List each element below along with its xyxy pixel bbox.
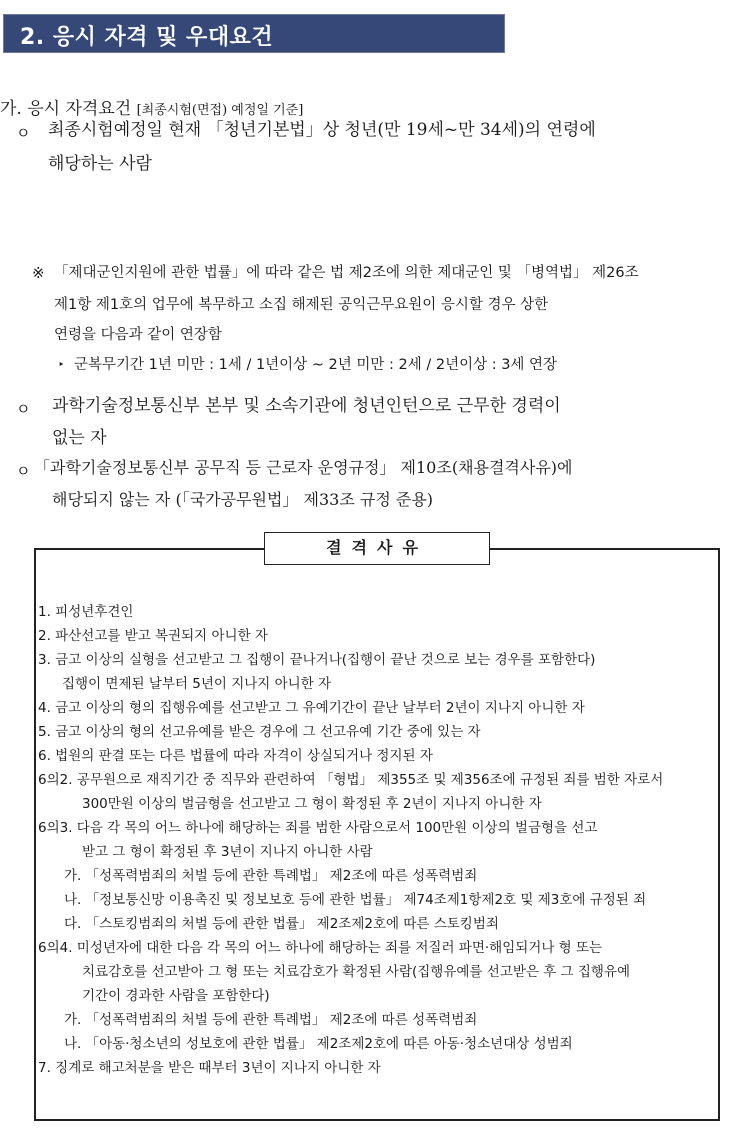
disqualification-item: 1. 피성년후견인 <box>38 604 134 620</box>
disqualification-subitem: 다. 「스토킹범죄의 처벌 등에 관한 법률」 제2조제2호에 따른 스토킹범죄 <box>64 916 499 932</box>
note-sub-item: 군복무기간 1년 미만 : 1세 / 1년이상 ~ 2년 미만 : 2세 / 2년이상 : 3세 연장 <box>74 357 558 373</box>
disqualification-subitem: 가. 「성폭력범죄의 처벌 등에 관한 특례법」 제2조에 따른 성폭력범죄 <box>64 1012 478 1028</box>
requirement-line: 「과학기술정보통신부 공무직 등 근로자 운영규정」 제10조(채용결격사유)에 <box>34 458 573 477</box>
disqualification-item: 6의2. 공무원으로 재직기간 중 직무와 관련하여 「형법」 제355조 및 제356조에 규정된 죄를 범한 자로서 <box>38 772 664 788</box>
note-line: 제1항 제1호의 업무에 복무하고 소집 해제된 공익근무요원이 응시할 경우 상한 <box>54 297 549 313</box>
disqualification-subitem: 나. 「아동·청소년의 성보호에 관한 법률」 제2조제2호에 따른 아동·청소년대상 성범죄 <box>64 1036 573 1052</box>
subsection-title-text: 가. 응시 자격요건 <box>0 99 132 119</box>
disqualification-item: 2. 파산선고를 받고 복권되지 아니한 자 <box>38 628 268 644</box>
note-line: 연령을 다음과 같이 연장함 <box>54 327 222 343</box>
circle-bullet-icon: ㅇ <box>16 124 31 142</box>
requirement-line: 해당하는 사람 <box>48 154 152 174</box>
requirement-line: 최종시험예정일 현재 「청년기본법」상 청년(만 19세~만 34세)의 연령에 <box>48 120 596 140</box>
disqualification-item-continued: 300만원 이상의 벌금형을 선고받고 그 형이 확정된 후 2년이 지나지 아니한 자 <box>82 796 542 812</box>
disqualification-item: 6의4. 미성년자에 대한 다음 각 목의 어느 하나에 해당하는 죄를 저질러 파면·해임되거나 형 또는 <box>38 940 603 956</box>
disqualification-item: 6의3. 다음 각 목의 어느 하나에 해당하는 죄를 범한 사람으로서 100만원 이상의 벌금형을 선고 <box>38 820 598 836</box>
disqualification-item-continued: 치료감호를 선고받아 그 형 또는 치료감호가 확정된 사람(집행유예를 선고받은 후 그 집행유예 <box>82 964 631 980</box>
disqualification-box-title: 결격사유 <box>264 532 490 565</box>
disqualification-item: 6. 법원의 판결 또는 다른 법률에 따라 자격이 상실되거나 정지된 자 <box>38 748 433 764</box>
disqualification-subitem: 가. 「성폭력범죄의 처벌 등에 관한 특례법」 제2조에 따른 성폭력범죄 <box>64 868 478 884</box>
section-header-bar <box>3 14 505 53</box>
section-header-title: 2. 응시 자격 및 우대요건 <box>20 25 274 50</box>
requirement-line: 없는 자 <box>52 428 107 448</box>
disqualification-item: 7. 징계로 해고처분을 받은 때부터 3년이 지나지 아니한 자 <box>38 1060 381 1076</box>
disqualification-item: 3. 금고 이상의 실형을 선고받고 그 집행이 끝나거나(집행이 끝난 것으로 보는 경우를 포함한다) <box>38 652 596 668</box>
circle-bullet-icon: ㅇ <box>16 400 31 418</box>
subsection-subtitle: [최종시험(면접) 예정일 기준] <box>136 103 304 118</box>
reference-mark-icon: ※ <box>32 264 45 282</box>
disqualification-item-continued: 받고 그 형이 확정된 후 3년이 지나지 아니한 사람 <box>82 844 373 860</box>
disqualification-item: 4. 금고 이상의 형의 집행유예를 선고받고 그 유예기간이 끝난 날부터 2년이 지나지 아니한 자 <box>38 700 585 716</box>
disqualification-item-continued: 집행이 면제된 날부터 5년이 지나지 아니한 자 <box>62 676 332 692</box>
requirement-line: 과학기술정보통신부 본부 및 소속기관에 청년인턴으로 근무한 경력이 <box>52 396 561 416</box>
disqualification-subitem: 나. 「정보통신망 이용촉진 및 정보보호 등에 관한 법률」 제74조제1항제2호 및 제3호에 규정된 죄 <box>64 892 647 908</box>
requirement-line: 해당되지 않는 자 (「국가공무원법」 제33조 규정 준용) <box>52 490 434 509</box>
triangle-bullet-icon: ‣ <box>58 358 65 371</box>
note-line: 「제대군인지원에 관한 법률」에 따라 같은 법 제2조에 의한 제대군인 및 「병역법」 제26조 <box>54 265 639 281</box>
circle-bullet-icon: ㅇ <box>16 462 31 480</box>
disqualification-item: 5. 금고 이상의 형의 선고유예를 받은 경우에 그 선고유예 기간 중에 있는 자 <box>38 724 481 740</box>
disqualification-item-continued: 기간이 경과한 사람을 포함한다) <box>82 988 270 1004</box>
